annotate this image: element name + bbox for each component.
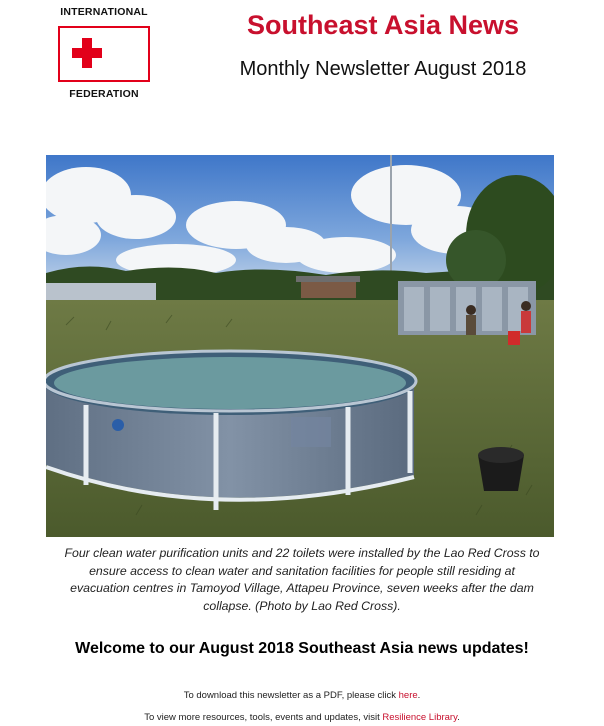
- resources-suffix: .: [457, 712, 460, 723]
- resilience-library-link[interactable]: Resilience Library: [382, 712, 458, 723]
- red-cross-crescent-icon: [60, 28, 148, 80]
- logo-top-text: INTERNATIONAL: [60, 6, 148, 18]
- newsletter-title: Southeast Asia News: [246, 10, 520, 40]
- download-line: [0, 690, 604, 701]
- bucket: [478, 447, 524, 491]
- download-suffix: .: [417, 690, 421, 701]
- photo-caption: Four clean water purification units and 22 toilets were installed by the Lao Red Cross to ensure access to clean water and sanitation facilities for people still residing at evacuation centres in Tamoyod Village, Attapeu Province, seven weeks after the dam collapse. (Photo by Lao Red Cross).: [64, 546, 540, 613]
- newsletter-subtitle: Monthly Newsletter August 2018: [239, 58, 527, 80]
- feature-photo: [46, 155, 554, 537]
- building: [46, 283, 156, 301]
- resources-line: [0, 712, 604, 723]
- download-prefix: To download this newsletter as a PDF, please click: [183, 690, 399, 701]
- welcome-heading: Welcome to our August 2018 Southeast Asia news updates!: [75, 640, 529, 657]
- newsletter-header: [0, 0, 604, 110]
- logo-emblem: [58, 26, 150, 82]
- download-pdf-link[interactable]: here: [398, 690, 418, 701]
- resources-prefix: To view more resources, tools, events and updates, visit: [144, 712, 383, 723]
- ifrc-logo: [52, 6, 156, 102]
- logo-bottom-text: FEDERATION: [69, 88, 139, 100]
